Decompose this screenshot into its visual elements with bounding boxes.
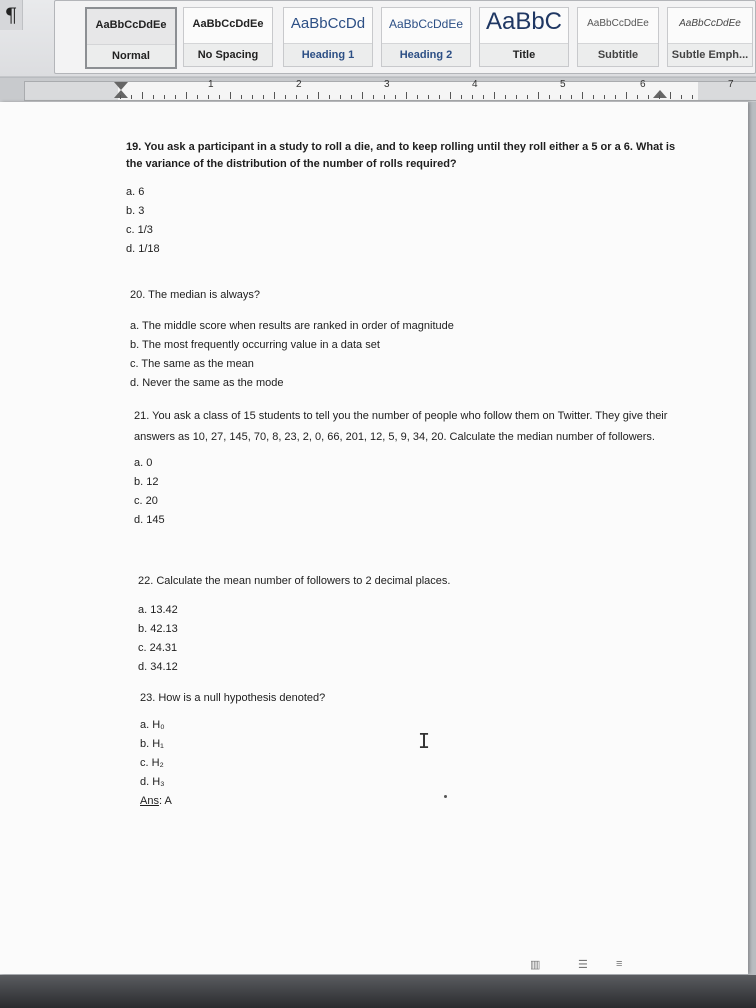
ruler-number: 2 <box>296 79 302 90</box>
ruler-tick <box>285 95 286 99</box>
ruler-tick <box>505 95 506 99</box>
option: c. The same as the mean <box>130 358 254 370</box>
ruler-track[interactable] <box>118 81 698 101</box>
ruler-tick <box>164 95 165 99</box>
ruler-tick <box>571 95 572 99</box>
monitor-bezel <box>0 975 756 1008</box>
option: c. 1/3 <box>126 224 153 236</box>
ruler-number: 3 <box>384 79 390 90</box>
ruler-tick <box>406 92 407 99</box>
ruler-tick <box>329 95 330 99</box>
style-heading-1[interactable] <box>283 7 373 67</box>
option: c. H₂ <box>140 757 164 769</box>
ruler-tick <box>274 92 275 99</box>
text-cursor-icon: I <box>418 729 431 753</box>
ruler-tick <box>560 95 561 99</box>
ruler-number: 4 <box>472 79 478 90</box>
ruler-tick <box>670 92 671 99</box>
style-heading-2[interactable] <box>381 7 471 67</box>
ruler-tick <box>450 92 451 99</box>
option: a. The middle score when results are ranked in order of magnitude <box>130 320 454 332</box>
ruler-number: 7 <box>728 79 734 90</box>
question-text: 22. Calculate the mean number of followers to 2 decimal places. <box>138 575 451 587</box>
question-22 <box>138 572 698 677</box>
style-normal[interactable] <box>85 7 177 69</box>
ruler-tick <box>252 95 253 99</box>
style-subtitle[interactable] <box>577 7 659 67</box>
ruler-tick <box>351 95 352 99</box>
ruler-tick <box>439 95 440 99</box>
style-sample: AaBbCcDdEe <box>388 17 464 31</box>
ruler-tick <box>208 95 209 99</box>
document-area[interactable] <box>0 102 756 982</box>
ruler-right-margin <box>698 81 756 101</box>
ruler-tick <box>395 95 396 99</box>
hanging-indent-marker[interactable] <box>114 90 128 98</box>
option: a. H₀ <box>140 719 165 731</box>
ruler-tick <box>263 95 264 99</box>
ruler-tick <box>615 95 616 99</box>
style-no-spacing[interactable] <box>183 7 273 67</box>
style-sample: AaBbC <box>485 8 563 35</box>
answer-value: : A <box>158 795 172 807</box>
ruler-tick <box>296 95 297 99</box>
ruler-tick <box>362 92 363 99</box>
question-text: 21. You ask a class of 15 students to tell you the number of people who follow them on Twitter. They give their answers as 10, 27, 145, 70, 8, 23, 2, 0, 66, 201, 12, 5, 9, 34, 20. Calculate the median number of followers. <box>134 410 668 443</box>
option: b. 12 <box>134 476 159 488</box>
ruler-tick <box>241 95 242 99</box>
option: d. 34.12 <box>138 661 178 673</box>
ruler-tick <box>230 92 231 99</box>
ruler-tick <box>153 95 154 99</box>
ruler-number: 1 <box>208 79 214 90</box>
style-label: No Spacing <box>184 43 272 66</box>
style-sample: AaBbCcDdEe <box>679 18 741 29</box>
ruler-tick <box>549 95 550 99</box>
style-label: Title <box>480 43 568 66</box>
ruler-tick <box>604 95 605 99</box>
ruler-tick <box>175 95 176 99</box>
ruler-tick <box>417 95 418 99</box>
option: c. 20 <box>134 495 158 507</box>
ruler-tick <box>307 95 308 99</box>
ruler-tick <box>219 95 220 99</box>
styles-gallery <box>54 0 756 74</box>
ruler-number: 5 <box>560 79 566 90</box>
show-formatting-button[interactable]: ¶ <box>0 0 23 30</box>
ruler-tick <box>472 95 473 99</box>
ruler-tick <box>186 92 187 99</box>
read-mode-icon[interactable]: ▥ <box>530 959 541 971</box>
ruler-left-margin <box>24 81 120 101</box>
style-sample: AaBbCcDd <box>290 15 366 32</box>
ruler-number: 6 <box>640 79 646 90</box>
ruler-tick <box>527 95 528 99</box>
style-label: Subtle Emph... <box>668 43 752 66</box>
web-layout-icon[interactable]: ≡ <box>616 958 623 970</box>
question-21 <box>134 406 694 530</box>
ruler-tick <box>494 92 495 99</box>
option: a. 6 <box>126 186 145 198</box>
answer-label: Ans <box>140 795 159 807</box>
style-label: Normal <box>87 44 175 67</box>
ruler-tick <box>626 92 627 99</box>
ruler-tick <box>142 92 143 99</box>
ruler-tick <box>384 95 385 99</box>
ruler-tick <box>318 92 319 99</box>
stray-mark <box>444 795 447 798</box>
ruler-tick <box>131 95 132 99</box>
option: a. 0 <box>134 457 153 469</box>
ruler-tick <box>373 95 374 99</box>
style-sample: AaBbCcDdEe <box>587 18 649 29</box>
ruler-tick <box>340 95 341 99</box>
ruler-tick <box>692 95 693 99</box>
ruler-tick <box>593 95 594 99</box>
option: b. H₁ <box>140 738 164 750</box>
style-label: Heading 1 <box>284 43 372 66</box>
option: b. 3 <box>126 205 145 217</box>
ruler-tick <box>648 95 649 99</box>
option: a. 13.42 <box>138 604 178 616</box>
ruler-tick <box>428 95 429 99</box>
option: b. The most frequently occurring value in a data set <box>130 339 380 351</box>
question-19 <box>126 139 686 259</box>
right-indent-marker[interactable] <box>653 90 667 98</box>
horizontal-ruler[interactable] <box>0 78 756 102</box>
style-subtle-emphasis[interactable] <box>667 7 753 67</box>
ruler-tick <box>681 95 682 99</box>
first-line-indent-marker[interactable] <box>114 82 128 90</box>
ruler-tick <box>582 92 583 99</box>
question-text: 19. You ask a participant in a study to roll a die, and to keep rolling until they roll either a 5 or a 6. What is the variance of the distribution of the number of rolls required? <box>126 141 676 170</box>
option: d. 145 <box>134 514 165 526</box>
option: d. H₃ <box>140 776 165 788</box>
ruler-tick <box>516 95 517 99</box>
ruler-tick <box>659 95 660 99</box>
ruler-tick <box>538 92 539 99</box>
style-label: Heading 2 <box>382 43 470 66</box>
option: d. Never the same as the mode <box>130 377 284 389</box>
ribbon <box>0 0 756 77</box>
style-sample: AaBbCcDdEe <box>192 18 264 30</box>
option: b. 42.13 <box>138 623 178 635</box>
option: d. 1/18 <box>126 243 160 255</box>
answer-line <box>140 792 700 811</box>
ruler-tick <box>637 95 638 99</box>
ruler-tick <box>120 95 121 99</box>
style-title[interactable] <box>479 7 569 67</box>
print-layout-icon[interactable]: ☰ <box>578 959 588 971</box>
style-label: Subtitle <box>578 43 658 66</box>
question-20 <box>130 286 690 393</box>
style-sample: AaBbCcDdEe <box>95 19 167 31</box>
ruler-tick <box>483 95 484 99</box>
question-text: 20. The median is always? <box>130 289 261 301</box>
document-page[interactable] <box>0 102 748 974</box>
ruler-tick <box>461 95 462 99</box>
question-text: 23. How is a null hypothesis denoted? <box>140 692 326 704</box>
option: c. 24.31 <box>138 642 178 654</box>
ruler-tick <box>197 95 198 99</box>
